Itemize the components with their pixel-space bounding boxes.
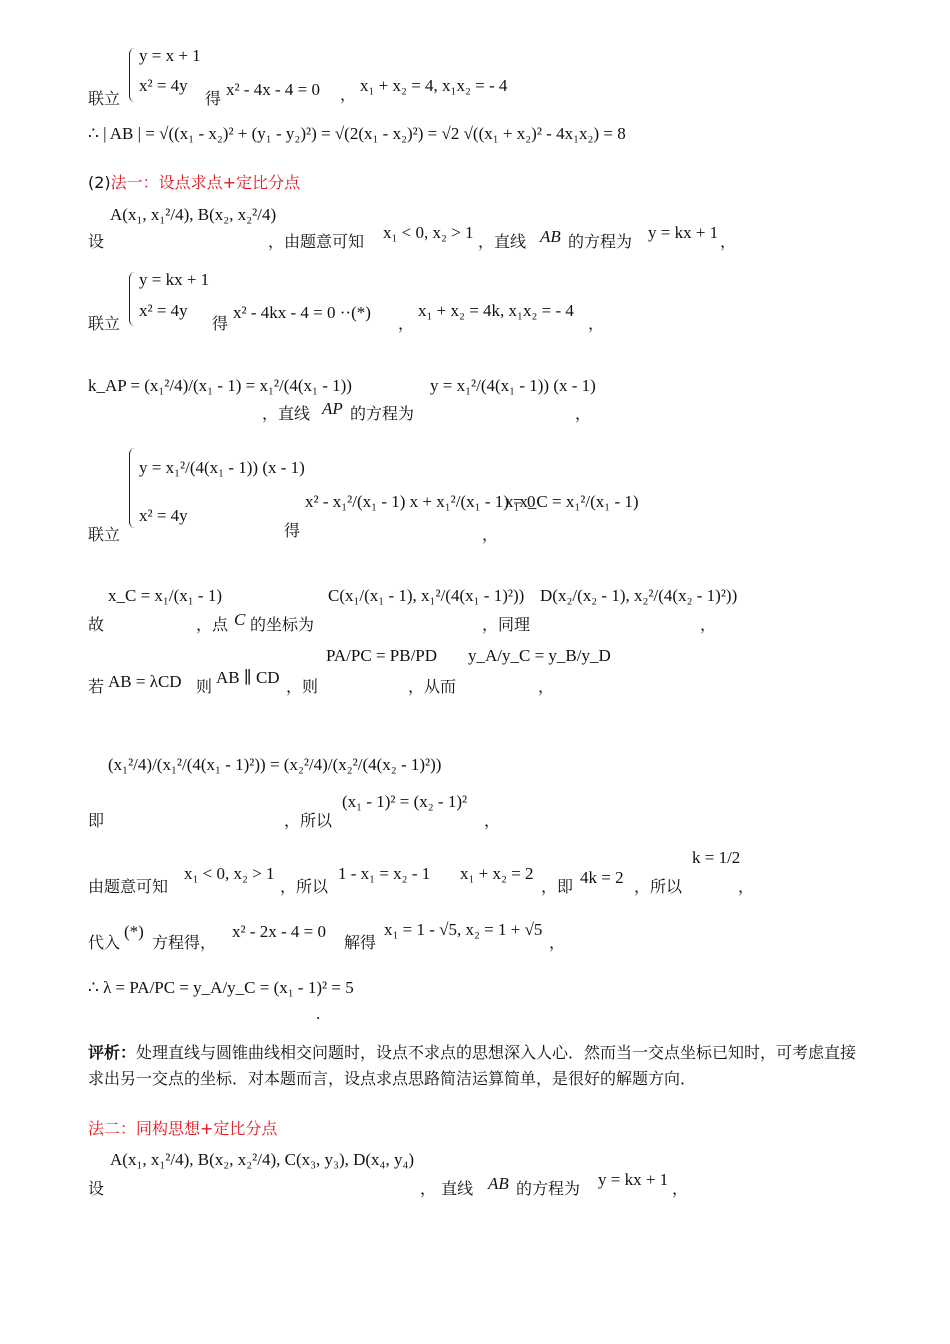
- equation: y = kx + 1: [598, 1170, 669, 1189]
- solution: x₁ = 1 - √5, x₂ = 1 + √5: [384, 920, 543, 939]
- equation: x₁ + x₂ = 2: [460, 864, 534, 883]
- equation: (x₁²/4)/(x₁²/(4(x₁ - 1)²)) = (x₂²/4)/(x₂²/(4(x₂ - 1)²)): [108, 755, 442, 774]
- points-definition: A(x₁, x₁²/4), B(x₂, x₂²/4), C(x₃, y₃), D(x₄, y₄): [110, 1150, 415, 1169]
- equation: x² - x₁²/(x₁ - 1) x + x₁²/(x₁ - 1) = 0: [305, 492, 536, 511]
- text: 联立: [88, 89, 121, 108]
- text: ，: [672, 1179, 689, 1198]
- text: ，: [340, 85, 357, 104]
- formula: ∴ | AB | = √((x₁ - x₂)² + (y₁ - y₂)²) = √(2(x₁ - x₂)²) = √2 √((x₁ + x₂)² - 4x₁x₂) = 8: [88, 124, 626, 143]
- system-equation: y = x₁²/(4(x₁ - 1)) (x - 1): [139, 458, 305, 477]
- text: 即: [88, 811, 105, 830]
- text: 联立: [88, 314, 121, 333]
- comment-label: 评析：: [88, 1043, 137, 1062]
- text: 解得: [344, 933, 377, 952]
- text: ，则: [286, 677, 319, 696]
- text: ，: [700, 615, 717, 634]
- equation: (x₁ - 1)² = (x₂ - 1)²: [342, 792, 468, 811]
- ratio: PA/PC = PB/PD: [326, 646, 438, 665]
- point-coordinates: D(x₂/(x₂ - 1), x₂²/(4(x₂ - 1)²)): [540, 586, 738, 605]
- text: ，: [482, 525, 499, 544]
- slope-formula: k_AP = (x₁²/4)/(x₁ - 1) = x₁²/(4(x₁ - 1)): [88, 376, 352, 395]
- text: ，所以: [280, 877, 329, 896]
- system-equation: x² = 4y: [139, 301, 188, 320]
- equation: x₁x_C = x₁²/(x₁ - 1): [505, 492, 639, 511]
- system-equation: x² = 4y: [139, 506, 188, 525]
- text: 设: [88, 1179, 105, 1198]
- points-definition: A(x₁, x₁²/4), B(x₂, x₂²/4): [110, 205, 277, 224]
- equation: y = x₁²/(4(x₁ - 1)) (x - 1): [430, 376, 596, 395]
- text: ，: [588, 314, 605, 333]
- text: ，: [398, 314, 415, 333]
- system-equation: y = kx + 1: [139, 270, 210, 289]
- text: ，: [538, 677, 555, 696]
- section-title: [88, 170, 300, 193]
- point-name: C: [234, 610, 246, 629]
- text: 得: [284, 521, 301, 540]
- text: ，直线: [478, 232, 527, 251]
- text: 得: [205, 89, 222, 108]
- text: ，由题意可知: [268, 232, 365, 251]
- text: .: [316, 1004, 321, 1023]
- text: 代入: [88, 933, 121, 952]
- text: ，: [720, 232, 737, 251]
- text: 联立: [88, 525, 121, 544]
- text: ，从而: [408, 677, 457, 696]
- text: 的方程为: [516, 1179, 581, 1198]
- part-number: (2): [88, 173, 111, 192]
- text: ， 直线: [420, 1179, 474, 1198]
- equation: x² - 2x - 4 = 0: [232, 922, 327, 941]
- method-title: 法二：同构思想+定比分点: [88, 1119, 278, 1138]
- text: 故: [88, 615, 105, 634]
- text: 的方程为: [568, 232, 633, 251]
- condition: x₁ < 0, x₂ > 1: [184, 864, 275, 883]
- equation: x_C = x₁/(x₁ - 1): [108, 586, 222, 605]
- text: ，点: [196, 615, 229, 634]
- method-title: 法一：设点求点+定比分点: [110, 173, 301, 192]
- comment-text: 处理直线与圆锥曲线相交问题时，设点不求点的思想深入人心．然而当一交点坐标已知时，可考虑直接求出另一交点的坐标．对本题而言，设点求点思路简洁运算简单，是很好的解题方向．: [88, 1043, 857, 1088]
- text: 则: [196, 677, 213, 696]
- text: 设: [88, 232, 105, 251]
- equation: 4k = 2: [580, 868, 624, 887]
- equation: x₁ + x₂ = 4k, x₁x₂ = - 4: [418, 301, 574, 320]
- text: ，: [738, 877, 755, 896]
- system-brace: [129, 48, 138, 102]
- comment-paragraph: [88, 1040, 858, 1092]
- system-equation: x² = 4y: [139, 76, 188, 95]
- text: 若: [88, 677, 105, 696]
- text: ，: [484, 811, 501, 830]
- ratio: y_A/y_C = y_B/y_D: [468, 646, 611, 665]
- text: ，: [549, 933, 566, 952]
- system-brace: [129, 272, 138, 326]
- condition: AB ∥ CD: [216, 668, 280, 687]
- equation: 1 - x₁ = x₂ - 1: [338, 864, 431, 883]
- system-brace: [129, 448, 138, 528]
- line-name: AP: [322, 399, 343, 418]
- equation-reference: (*): [124, 922, 144, 941]
- line-name: AB: [488, 1174, 509, 1193]
- text: 的方程为: [350, 404, 415, 423]
- text: 由题意可知: [88, 877, 169, 896]
- line-name: AB: [540, 227, 561, 246]
- condition: x₁ < 0, x₂ > 1: [383, 223, 474, 242]
- text: ，同理: [482, 615, 531, 634]
- text: 方程得，: [152, 933, 217, 952]
- equation: x² - 4x - 4 = 0: [226, 80, 321, 99]
- text: ，所以: [634, 877, 683, 896]
- equation: k = 1/2: [692, 848, 741, 867]
- system-equation: y = x + 1: [139, 46, 201, 65]
- point-coordinates: C(x₁/(x₁ - 1), x₁²/(4(x₁ - 1)²)): [328, 586, 525, 605]
- text: 的坐标为: [250, 615, 315, 634]
- formula: ∴ λ = PA/PC = y_A/y_C = (x₁ - 1)² = 5: [88, 978, 354, 997]
- equation: x₁ + x₂ = 4, x₁x₂ = - 4: [360, 76, 508, 95]
- text: ，即: [541, 877, 574, 896]
- condition: AB = λCD: [108, 672, 182, 691]
- text: 得: [212, 314, 229, 333]
- equation: x² - 4kx - 4 = 0 ··(*): [233, 303, 371, 322]
- equation: y = kx + 1: [648, 223, 719, 242]
- text: ，所以: [284, 811, 333, 830]
- text: ，: [575, 404, 592, 423]
- text: ，直线: [262, 404, 311, 423]
